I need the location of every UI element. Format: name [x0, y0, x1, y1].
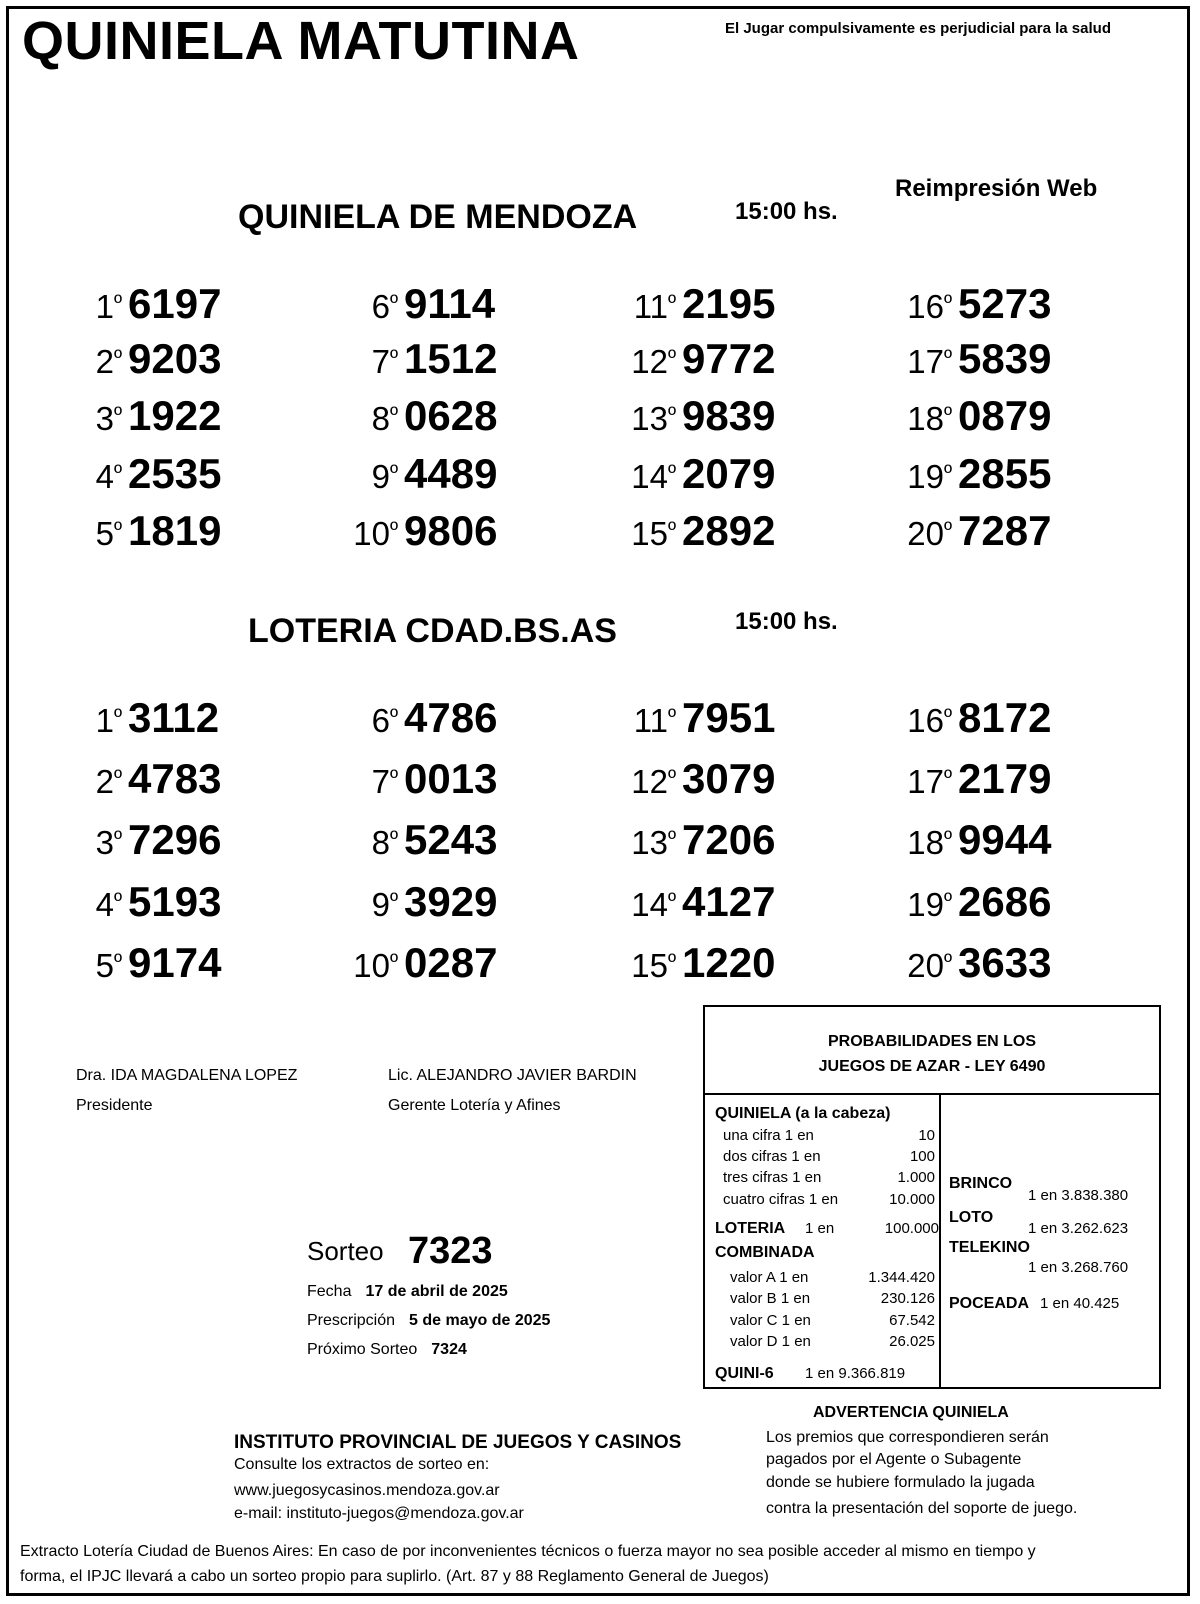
result-position-value: 16: [907, 288, 944, 325]
result-position-value: 18: [907, 824, 944, 861]
result-number: 4127: [682, 878, 776, 925]
ordinal-mark: º: [667, 402, 676, 427]
result-position: [872, 702, 952, 740]
result-cell: [596, 280, 775, 328]
result-cell: [872, 392, 1051, 440]
result-number: 2686: [958, 878, 1052, 925]
ordinal-mark: º: [943, 345, 952, 370]
result-position-value: 10: [353, 947, 390, 984]
probabilities-divider: [939, 1095, 941, 1389]
result-number: 2179: [958, 755, 1052, 802]
result-position-value: 6: [371, 288, 390, 325]
result-number: 7951: [682, 694, 776, 741]
ordinal-mark: º: [943, 517, 952, 542]
ordinal-mark: º: [943, 888, 952, 913]
quiniela-prob-value-4: 10.000: [889, 1191, 935, 1208]
result-cell: [42, 392, 221, 440]
result-cell: [318, 755, 497, 803]
result-number: 3929: [404, 878, 498, 925]
quiniela-prob-label-2: dos cifras 1 en: [723, 1148, 821, 1165]
result-position-value: 11: [633, 702, 668, 739]
result-position-value: 8: [371, 400, 390, 437]
fecha-line: [307, 1283, 508, 1301]
result-cell: [596, 392, 775, 440]
result-position-value: 20: [907, 947, 944, 984]
result-cell: [872, 507, 1051, 555]
result-position: [318, 824, 398, 862]
result-number: 8172: [958, 694, 1052, 741]
result-position-value: 2: [95, 343, 114, 380]
poceada-prob-label: POCEADA: [949, 1295, 1030, 1312]
result-number: 7296: [128, 816, 222, 863]
result-position: [318, 947, 398, 985]
result-position: [42, 343, 122, 381]
fecha-value: 17 de abril de 2025: [365, 1283, 508, 1300]
poceada-prob-value: 1 en 40.425: [1040, 1295, 1120, 1312]
ordinal-mark: º: [389, 460, 398, 485]
ordinal-mark: º: [667, 345, 676, 370]
ordinal-mark: º: [943, 949, 952, 974]
ordinal-mark: º: [113, 765, 122, 790]
result-cell: [318, 392, 497, 440]
result-cell: [318, 878, 497, 926]
ordinal-mark: º: [943, 826, 952, 851]
result-position: [318, 702, 398, 740]
result-position-value: 11: [633, 288, 668, 325]
health-warning: El Jugar compulsivamente es perjudicial para la salud: [725, 20, 1111, 37]
result-number: 1819: [128, 507, 222, 554]
ordinal-mark: º: [667, 517, 676, 542]
ordinal-mark: º: [667, 765, 676, 790]
result-cell: [318, 816, 497, 864]
result-position: [872, 515, 952, 553]
ordinal-mark: º: [389, 402, 398, 427]
result-cell: [596, 755, 775, 803]
result-cell: [596, 694, 775, 742]
result-position: [318, 763, 398, 801]
result-position: [872, 400, 952, 438]
probabilities-header: [705, 1007, 1159, 1095]
result-number: 7206: [682, 816, 776, 863]
result-number: 2855: [958, 450, 1052, 497]
loteria-prob-value: 100.000: [884, 1220, 939, 1237]
result-position: [596, 824, 676, 862]
institute-email-link[interactable]: e-mail: instituto-juegos@mendoza.gov.ar: [234, 1505, 524, 1522]
result-cell: [42, 507, 221, 555]
result-cell: [42, 939, 221, 987]
result-position: [596, 288, 676, 326]
result-number: 4489: [404, 450, 498, 497]
result-position: [42, 458, 122, 496]
ordinal-mark: º: [389, 826, 398, 851]
result-cell: [42, 280, 221, 328]
result-position-value: 13: [631, 824, 668, 861]
proximo-value: 7324: [431, 1341, 467, 1358]
signature-1-role: Presidente: [76, 1097, 153, 1114]
signature-2-name: Lic. ALEJANDRO JAVIER BARDIN: [388, 1067, 637, 1084]
result-position-value: 17: [907, 343, 944, 380]
result-position: [596, 458, 676, 496]
result-position: [42, 886, 122, 924]
result-number: 3079: [682, 755, 776, 802]
prescripcion-line: [307, 1312, 550, 1330]
combinada-prob-value-3: 67.542: [889, 1312, 935, 1329]
result-position-value: 3: [95, 400, 114, 437]
result-number: 5193: [128, 878, 222, 925]
quiniela-prob-label-4: cuatro cifras 1 en: [723, 1191, 839, 1208]
result-number: 1220: [682, 939, 776, 986]
combinada-prob-title: COMBINADA: [715, 1244, 815, 1261]
prescripcion-label: Prescripción: [307, 1312, 396, 1329]
section-title-mendoza: QUINIELA DE MENDOZA: [238, 198, 638, 236]
advertencia-line-3: donde se hubiere formulado la jugada: [766, 1474, 1035, 1491]
result-cell: [872, 450, 1051, 498]
result-position: [596, 886, 676, 924]
result-number: 5839: [958, 335, 1052, 382]
result-number: 0628: [404, 392, 498, 439]
result-position-value: 18: [907, 400, 944, 437]
prescripcion-value: 5 de mayo de 2025: [409, 1312, 551, 1329]
result-position-value: 14: [631, 886, 668, 923]
ordinal-mark: º: [667, 826, 676, 851]
result-position-value: 6: [371, 702, 390, 739]
result-position-value: 16: [907, 702, 944, 739]
result-cell: [42, 816, 221, 864]
result-cell: [872, 939, 1051, 987]
result-position: [42, 515, 122, 553]
ordinal-mark: º: [389, 517, 398, 542]
ordinal-mark: º: [389, 888, 398, 913]
ordinal-mark: º: [943, 765, 952, 790]
advertencia-line-4: contra la presentación del soporte de juego.: [766, 1500, 1078, 1517]
result-cell: [318, 450, 497, 498]
quiniela-prob-label-1: una cifra 1 en: [723, 1127, 814, 1144]
sorteo-label: Sorteo: [307, 1236, 384, 1266]
advertencia-line-2: pagados por el Agente o Subagente: [766, 1451, 1022, 1468]
ordinal-mark: º: [113, 888, 122, 913]
ordinal-mark: º: [943, 704, 952, 729]
quiniela-prob-title: QUINIELA (a la cabeza): [715, 1105, 891, 1122]
result-position-value: 12: [631, 343, 668, 380]
ordinal-mark: º: [667, 949, 676, 974]
result-number: 0287: [404, 939, 498, 986]
result-number: 6197: [128, 280, 222, 327]
result-position: [872, 288, 952, 326]
result-position-value: 1: [95, 288, 114, 325]
ordinal-mark: º: [943, 290, 952, 315]
signature-1-name: Dra. IDA MAGDALENA LOPEZ: [76, 1067, 298, 1084]
ordinal-mark: º: [113, 517, 122, 542]
quini6-prob-value: 1 en 9.366.819: [805, 1365, 906, 1382]
brinco-prob-value: 1 en 3.838.380: [1028, 1187, 1129, 1204]
result-position: [596, 343, 676, 381]
result-position-value: 7: [371, 763, 390, 800]
advertencia-title: ADVERTENCIA QUINIELA: [813, 1404, 1009, 1421]
quiniela-prob-value-3: 1.000: [897, 1169, 935, 1186]
result-cell: [596, 507, 775, 555]
result-cell: [42, 335, 221, 383]
ordinal-mark: º: [389, 765, 398, 790]
result-position-value: 4: [95, 886, 114, 923]
result-number: 2195: [682, 280, 776, 327]
result-position-value: 2: [95, 763, 114, 800]
result-number: 7287: [958, 507, 1052, 554]
result-number: 9114: [404, 280, 496, 327]
result-position-value: 19: [907, 886, 944, 923]
ordinal-mark: º: [943, 460, 952, 485]
ordinal-mark: º: [667, 290, 676, 315]
result-position: [42, 400, 122, 438]
proximo-label: Próximo Sorteo: [307, 1341, 418, 1358]
result-cell: [596, 335, 775, 383]
result-position: [596, 947, 676, 985]
probabilities-box: [703, 1005, 1161, 1389]
result-position: [318, 400, 398, 438]
result-position: [872, 343, 952, 381]
result-number: 2892: [682, 507, 776, 554]
result-cell: [318, 507, 497, 555]
combinada-prob-value-2: 230.126: [880, 1290, 935, 1307]
ordinal-mark: º: [943, 402, 952, 427]
result-position: [318, 458, 398, 496]
loteria-prob-text: 1 en: [805, 1220, 835, 1237]
result-number: 0013: [404, 755, 498, 802]
footer-line-1: Extracto Lotería Ciudad de Buenos Aires: En caso de por inconvenientes técnicos o fuerza mayor no sea posible acceder al mismo en tiempo y: [20, 1543, 1036, 1560]
result-number: 3112: [128, 694, 220, 741]
result-cell: [318, 939, 497, 987]
combinada-prob-label-2: valor B 1 en: [730, 1290, 811, 1307]
result-position: [318, 343, 398, 381]
result-number: 9174: [128, 939, 222, 986]
result-position: [42, 824, 122, 862]
reprint-label: Reimpresión Web: [895, 175, 1098, 202]
institute-consult-text: Consulte los extractos de sorteo en:: [234, 1456, 490, 1473]
result-number: 5243: [404, 816, 498, 863]
probabilities-title-line1: PROBABILIDADES EN LOS: [827, 1033, 1036, 1050]
result-position-value: 9: [371, 458, 390, 495]
ordinal-mark: º: [113, 290, 122, 315]
loteria-prob-label: LOTERIA: [715, 1220, 786, 1237]
result-position-value: 9: [371, 886, 390, 923]
result-cell: [318, 694, 497, 742]
result-position-value: 5: [95, 947, 114, 984]
telekino-prob-label: TELEKINO: [949, 1239, 1030, 1256]
result-cell: [42, 755, 221, 803]
result-position-value: 8: [371, 824, 390, 861]
combinada-prob-label-4: valor D 1 en: [730, 1333, 811, 1350]
result-number: 2535: [128, 450, 222, 497]
result-cell: [872, 816, 1051, 864]
combinada-prob-label-3: valor C 1 en: [730, 1312, 811, 1329]
combinada-prob-value-1: 1.344.420: [868, 1269, 935, 1286]
result-position: [872, 458, 952, 496]
section-title-loteria: LOTERIA CDAD.BS.AS: [248, 612, 617, 650]
result-cell: [872, 335, 1051, 383]
result-position-value: 19: [907, 458, 944, 495]
result-cell: [596, 816, 775, 864]
result-number: 9772: [682, 335, 776, 382]
brinco-prob-label: BRINCO: [949, 1175, 1013, 1192]
result-position: [42, 702, 122, 740]
signature-2-role: Gerente Lotería y Afines: [388, 1097, 561, 1114]
result-position: [596, 400, 676, 438]
fecha-label: Fecha: [307, 1283, 352, 1300]
quiniela-prob-label-3: tres cifras 1 en: [723, 1169, 822, 1186]
result-position: [596, 763, 676, 801]
section-time-loteria: 15:00 hs.: [735, 608, 838, 635]
result-position: [872, 886, 952, 924]
ordinal-mark: º: [113, 949, 122, 974]
result-cell: [872, 878, 1051, 926]
result-number: 9203: [128, 335, 222, 382]
result-number: 3633: [958, 939, 1052, 986]
result-position-value: 20: [907, 515, 944, 552]
ordinal-mark: º: [667, 460, 676, 485]
result-position: [596, 515, 676, 553]
loto-prob-value: 1 en 3.262.623: [1028, 1220, 1129, 1237]
quiniela-prob-value-2: 100: [909, 1148, 935, 1165]
result-position-value: 10: [353, 515, 390, 552]
ordinal-mark: º: [113, 345, 122, 370]
ordinal-mark: º: [667, 704, 676, 729]
result-position: [872, 824, 952, 862]
probabilities-title-line2: JUEGOS DE AZAR - LEY 6490: [818, 1058, 1046, 1075]
result-position-value: 15: [631, 515, 668, 552]
proximo-line: [307, 1341, 467, 1359]
result-position-value: 5: [95, 515, 114, 552]
ordinal-mark: º: [667, 888, 676, 913]
result-position-value: 4: [95, 458, 114, 495]
result-cell: [596, 878, 775, 926]
ordinal-mark: º: [389, 345, 398, 370]
combinada-prob-value-4: 26.025: [889, 1333, 935, 1350]
telekino-prob-value: 1 en 3.268.760: [1028, 1259, 1129, 1276]
result-cell: [596, 939, 775, 987]
result-position-value: 3: [95, 824, 114, 861]
quiniela-prob-value-1: 10: [918, 1127, 935, 1144]
combinada-prob-label-1: valor A 1 en: [730, 1269, 809, 1286]
advertencia-line-1: Los premios que correspondieren serán: [766, 1429, 1049, 1446]
result-cell: [42, 450, 221, 498]
institute-title: INSTITUTO PROVINCIAL DE JUEGOS Y CASINOS: [234, 1432, 682, 1453]
result-cell: [42, 878, 221, 926]
result-cell: [318, 280, 495, 328]
ordinal-mark: º: [113, 704, 122, 729]
result-number: 2079: [682, 450, 776, 497]
result-position-value: 1: [95, 702, 114, 739]
ordinal-mark: º: [113, 460, 122, 485]
result-position: [318, 515, 398, 553]
footer-line-2: forma, el IPJC llevará a cabo un sorteo propio para suplirlo. (Art. 87 y 88 Reglamento General de Juegos): [20, 1568, 769, 1585]
ordinal-mark: º: [389, 704, 398, 729]
result-number: 4786: [404, 694, 498, 741]
result-cell: [872, 280, 1051, 328]
result-number: 0879: [958, 392, 1052, 439]
result-position: [596, 702, 676, 740]
section-time-mendoza: 15:00 hs.: [735, 198, 838, 225]
result-position-value: 17: [907, 763, 944, 800]
loto-prob-label: LOTO: [949, 1209, 994, 1226]
result-cell: [596, 450, 775, 498]
result-number: 1922: [128, 392, 222, 439]
result-number: 5273: [958, 280, 1052, 327]
result-position: [318, 288, 398, 326]
result-number: 9839: [682, 392, 776, 439]
ordinal-mark: º: [113, 826, 122, 851]
result-cell: [872, 694, 1051, 742]
result-cell: [42, 694, 219, 742]
ordinal-mark: º: [389, 949, 398, 974]
result-cell: [318, 335, 497, 383]
result-number: 9944: [958, 816, 1052, 863]
result-position: [42, 763, 122, 801]
result-position: [872, 763, 952, 801]
ordinal-mark: º: [113, 402, 122, 427]
result-position: [872, 947, 952, 985]
ordinal-mark: º: [389, 290, 398, 315]
result-position: [42, 947, 122, 985]
result-cell: [872, 755, 1051, 803]
result-number: 9806: [404, 507, 498, 554]
main-title: QUINIELA MATUTINA: [22, 11, 580, 71]
institute-website-link[interactable]: www.juegosycasinos.mendoza.gov.ar: [234, 1482, 500, 1499]
result-position-value: 12: [631, 763, 668, 800]
result-position-value: 13: [631, 400, 668, 437]
quini6-prob-label: QUINI-6: [715, 1365, 774, 1382]
result-number: 4783: [128, 755, 222, 802]
sorteo-number: 7323: [408, 1230, 493, 1272]
result-position-value: 7: [371, 343, 390, 380]
result-position: [42, 288, 122, 326]
result-number: 1512: [404, 335, 498, 382]
result-position-value: 14: [631, 458, 668, 495]
result-position: [318, 886, 398, 924]
result-position-value: 15: [631, 947, 668, 984]
